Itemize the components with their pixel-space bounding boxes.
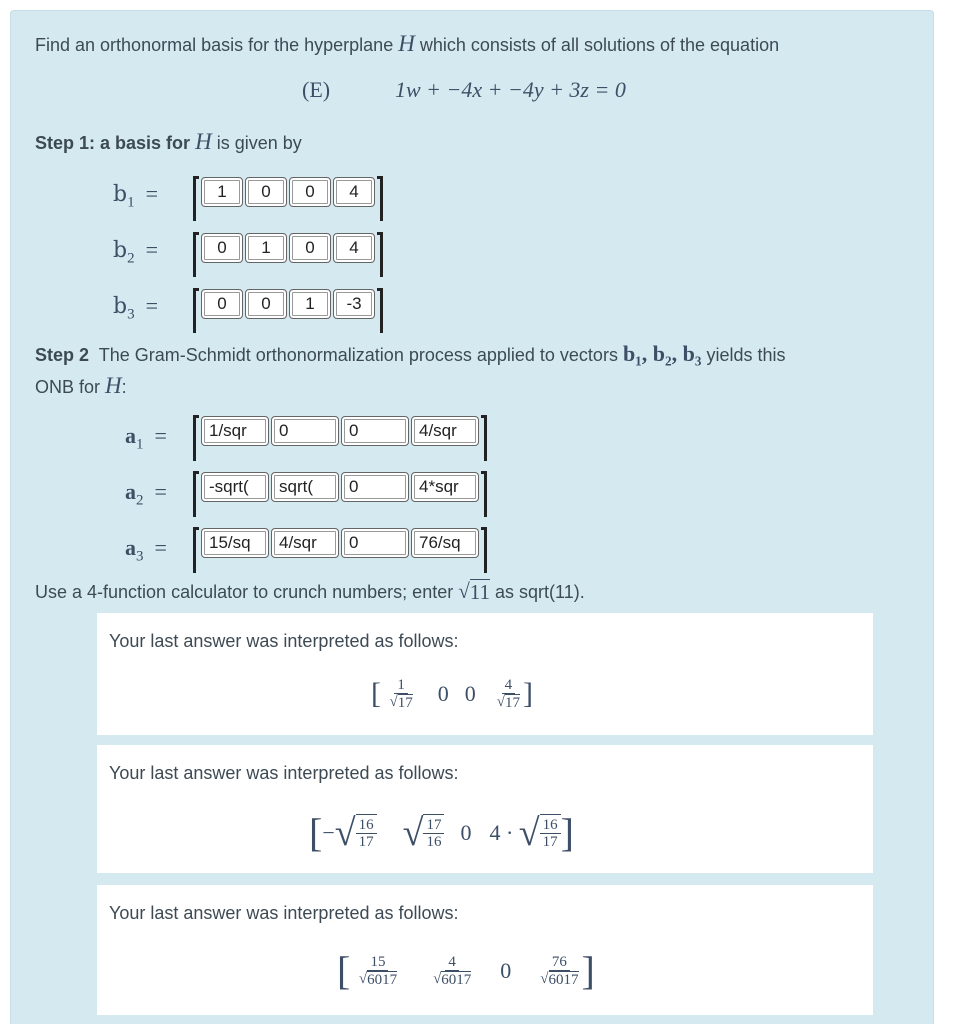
feedback-card-2	[97, 745, 873, 873]
step2-line1	[35, 341, 786, 367]
a3-label: $a_3$ =	[125, 535, 167, 565]
b1-entry-1[interactable]: 1	[201, 177, 243, 207]
step2-text-end: yields this	[706, 345, 786, 365]
hint-text	[35, 579, 585, 605]
hint-start: Use a 4-function calculator to crunch numbers; enter	[35, 582, 454, 602]
question-panel	[10, 10, 934, 1024]
neg-sign: −	[322, 819, 335, 845]
prompt-text	[35, 31, 779, 57]
feedback-card-3	[97, 885, 873, 1015]
prompt-start: Find an orthonormal basis for the hyperplane	[35, 35, 394, 55]
b1-entry-2[interactable]: 0	[245, 177, 287, 207]
b3-entry-2[interactable]: 0	[245, 289, 287, 319]
equation: 1w + −4x + −4y + 3z = 0	[395, 77, 626, 102]
frac-3-4: 76 √ 6017	[540, 953, 579, 988]
frac-1-4: 4 √ 17	[496, 677, 520, 711]
a3-entry-2[interactable]: 4/sqr	[271, 528, 339, 558]
step1-title	[35, 129, 302, 155]
a3-entry-4[interactable]: 76/sq	[411, 528, 479, 558]
b2-label: $b_2$ =	[113, 237, 159, 267]
frac-3-1: 15 √ 6017	[358, 953, 398, 988]
step2-line2-var: H	[105, 373, 122, 398]
feedback-answer-2: [ − √ $\frac{16}{17}$ √ $\frac{17}{16}$ 0 4 · √ $\frac{16}{17}$ ]	[309, 810, 574, 855]
b1-entry-4[interactable]: 4	[333, 177, 375, 207]
b2-entry-3[interactable]: 0	[289, 233, 331, 263]
a1-entry-4[interactable]: 4/sqr	[411, 416, 479, 446]
frac-1-1: 1 √ 17	[389, 677, 413, 711]
b1-right-bracket	[377, 176, 383, 221]
prompt-var: H	[398, 31, 415, 56]
b3-entry-3[interactable]: 1	[289, 289, 331, 319]
a2-entry-1[interactable]: -sqrt(	[201, 472, 269, 502]
feedback-heading-3: Your last answer was interpreted as follows:	[109, 903, 459, 923]
step2-line2	[35, 373, 127, 399]
val-3-3: 0	[500, 957, 512, 983]
a2-entry-2[interactable]: sqrt(	[271, 472, 339, 502]
a1-left-bracket	[193, 415, 199, 461]
feedback-heading-2: Your last answer was interpreted as follows:	[109, 763, 459, 783]
feedback-heading-1: Your last answer was interpreted as follows:	[109, 631, 459, 651]
a3-entry-1[interactable]: 15/sq	[201, 528, 269, 558]
step1-title-var: H	[195, 129, 212, 154]
b1-left-bracket	[193, 176, 199, 221]
b2-entry-2[interactable]: 1	[245, 233, 287, 263]
sqrt-2-2: √ $\frac{17}{16}$	[403, 814, 445, 852]
equation-label: (E)	[302, 77, 331, 102]
feedback-answer-1: [ 1 √ 17 0 0 4 √ 17 ]	[371, 677, 533, 711]
b2-left-bracket	[193, 232, 199, 277]
a1-right-bracket	[481, 415, 487, 461]
b3-label: $b_3$ =	[113, 293, 159, 323]
b1-entry-3[interactable]: 0	[289, 177, 331, 207]
sqrt-2-4: √ $\frac{16}{17}$	[519, 814, 561, 852]
a3-entry-3[interactable]: 0	[341, 528, 409, 558]
hint-end: as sqrt(11).	[495, 582, 585, 602]
step2-text: The Gram-Schmidt orthonormalization process applied to vectors	[98, 345, 618, 365]
a1-entry-1[interactable]: 1/sqr	[201, 416, 269, 446]
b2-entry-1[interactable]: 0	[201, 233, 243, 263]
b3-entry-1[interactable]: 0	[201, 289, 243, 319]
prompt-end: which consists of all solutions of the equation	[419, 35, 780, 55]
b3-left-bracket	[193, 288, 199, 333]
b2-entry-4[interactable]: 4	[333, 233, 375, 263]
a2-left-bracket	[193, 471, 199, 517]
a1-entry-2[interactable]: 0	[271, 416, 339, 446]
a2-right-bracket	[481, 471, 487, 517]
a3-left-bracket	[193, 527, 199, 573]
b2-right-bracket	[377, 232, 383, 277]
hint-sqrt: √ 11	[458, 579, 490, 604]
a2-entry-4[interactable]: 4*sqr	[411, 472, 479, 502]
val-1-3: 0	[464, 681, 476, 706]
step2-title: Step 2	[35, 345, 90, 365]
val-2-3: 0	[460, 819, 472, 845]
a1-label: $a_1$ =	[125, 423, 167, 453]
step2-line2-end: :	[121, 377, 127, 397]
sqrt-2-1: √ $\frac{16}{17}$	[335, 814, 377, 852]
feedback-answer-3: [ 15 √ 6017 4 √ 6017 0 76 √ 6017 ]	[337, 948, 595, 993]
a2-label: $a_2$ =	[125, 479, 167, 509]
frac-3-2: 4 √ 6017	[433, 953, 472, 988]
step2-vectors: b₁, b₂, b₃	[622, 341, 702, 366]
step2-line2-text: ONB for	[35, 377, 101, 397]
val-1-2: 0	[437, 681, 449, 706]
a1-entry-3[interactable]: 0	[341, 416, 409, 446]
b3-entry-4[interactable]: -3	[333, 289, 375, 319]
a2-entry-3[interactable]: 0	[341, 472, 409, 502]
coef-2-4: 4 ·	[489, 819, 514, 845]
a3-right-bracket	[481, 527, 487, 573]
step1-title-end: is given by	[216, 133, 302, 153]
b1-label: $b_1$ =	[113, 181, 159, 211]
b3-right-bracket	[377, 288, 383, 333]
feedback-card-1	[97, 613, 873, 735]
step1-title-text: Step 1: a basis for	[35, 133, 191, 153]
